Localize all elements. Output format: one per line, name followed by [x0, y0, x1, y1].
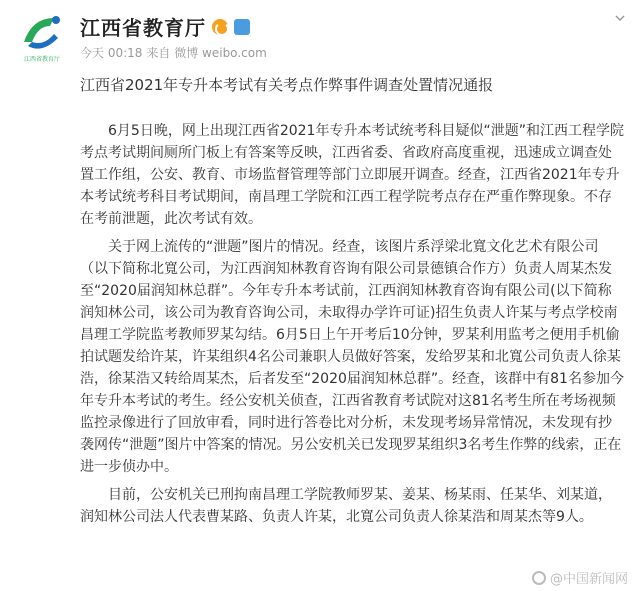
member-badge-icon	[234, 19, 250, 35]
avatar[interactable]	[14, 8, 70, 64]
weibo-logo-icon	[532, 571, 546, 585]
post-meta	[80, 44, 267, 61]
watermark-text: @中国新闻网	[549, 572, 628, 587]
post-paragraph-3: 目前，公安机关已刑拘南昌理工学院教师罗某、姜某、杨某雨、任某华、刘某道，润知林公司法人代表曹某路、负责人许某，北寬公司负责人徐某浩和周某杰等9人。	[80, 487, 612, 525]
post-paragraph-2: 关于网上流传的“泄题”图片的情况。经查，该图片系浮梁北寬文化艺术有限公司（以下简称北寬公司，为江西润知林教育咨询有限公司景德镇合作方）负责人周某杰发至“2020届润知林总群”。今年专升本考试前，江西润知林教育咨询有限公司(以下简称润知林公司，该公司为教育咨询公司，未取得办学许可证)招生负责人许某与考点学校南昌理工学院监考教师罗某勾结。6月5日上午开考后10分钟，罗某利用监考之便用手机偷拍试题发给许某，许某组织4名公司兼职人员做好答案，发给罗某和北寬公司负责人徐某浩，徐某浩又转给周某杰，后者发至“2020届润知林总群”。经查，该群中有81名参加今年专升本考试的考生。经公安机关侦查，江西省教育考试院对这81名考生所在考场视频监控录像进行了回放审看，同时进行答卷比对分析，未发现考场异常情况，未发现有抄袭网传“泄题”图片中答案的情况。另公安机关已发现罗某组织3名考生作弊的线索，正在进一步侦办中。	[80, 239, 624, 475]
author-row	[80, 12, 250, 41]
author-name[interactable]: 江西省教育厅	[80, 16, 206, 40]
post-title: 江西省2021年专升本考试有关考点作弊事件调查处置情况通报	[80, 76, 494, 94]
post-body	[80, 120, 624, 534]
post-time: 今天 00:18	[80, 46, 143, 60]
post-source[interactable]: 来自 微博 weibo.com	[146, 46, 267, 60]
verified-badge-icon	[212, 19, 228, 35]
avatar-caption: 江西省教育厅	[23, 56, 61, 63]
post-header	[0, 0, 640, 70]
watermark	[532, 568, 628, 587]
chevron-down-icon[interactable]	[614, 12, 626, 24]
post-paragraph-1: 6月5日晚，网上出现江西省2021年专升本考试统考科目疑似“泄题”和江西工程学院考点考试期间厕所门板上有答案等反映，江西省委、省政府高度重视，迅速成立调查处置工作组，公安、教育、市场监督管理等部门立即展开调查。经查，江西省2021年专升本考试统考科目考试期间，南昌理工学院和江西工程学院考点存在严重作弊现象。不存在考前泄题，此次考试有效。	[80, 123, 624, 227]
